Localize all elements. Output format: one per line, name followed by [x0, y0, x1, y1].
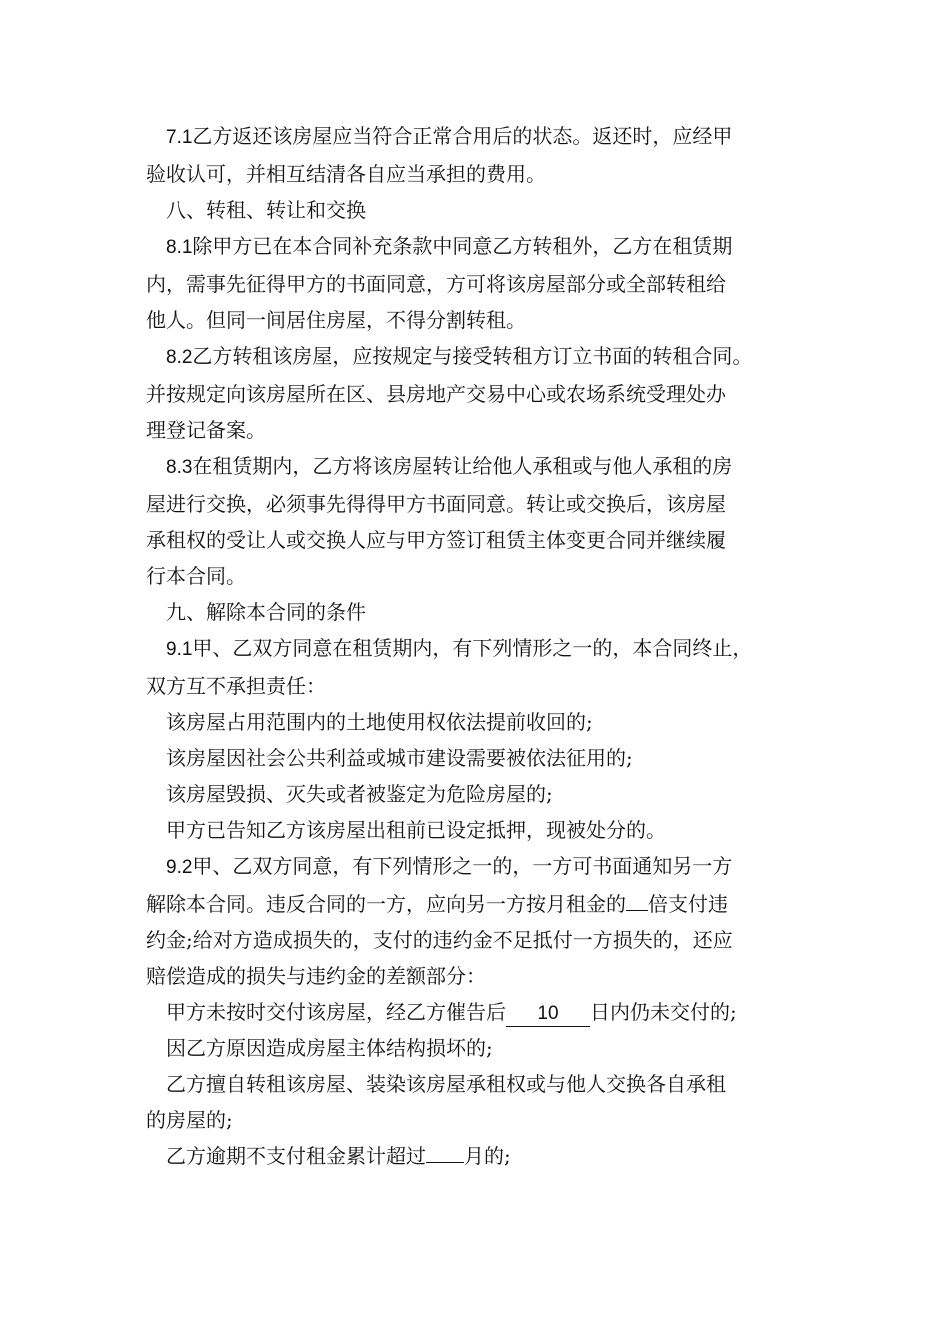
clause-text: 甲、乙双方同意在租赁期内，有下列情形之一的，本合同终止， [192, 636, 753, 660]
clause-text: 倍支付违 [648, 892, 728, 916]
list-item: 乙方擅自转租该房屋、装染该房屋承租权或与他人交换各自承租 [166, 1072, 726, 1096]
clause-8-2-cont: 并按规定向该房屋所在区、县房地产交易中心或农场系统受理处办 [146, 382, 726, 406]
fill-in-blank-days: 10 [506, 1002, 590, 1027]
clause-8-3 [146, 448, 816, 486]
clause-8-3-cont: 屋进行交换，必须事先得得甲方书面同意。转让或交换后，该房屋 [146, 492, 726, 516]
clause-number: 8.2 [166, 347, 193, 368]
clause-9-1 [146, 630, 816, 668]
clause-text: 甲、乙双方同意，有下列情形之一的，一方可书面通知另一方 [192, 854, 733, 878]
clause-text: 解除本合同。违反合同的一方，应向另一方按月租金的 [146, 892, 626, 916]
clause-number: 8.1 [166, 237, 193, 258]
clause-number: 7.1 [166, 127, 193, 148]
clause-8-2-cont: 理登记备案。 [146, 418, 266, 442]
section-heading-9: 九、解除本合同的条件 [166, 600, 366, 624]
clause-9-1-cont: 双方互不承担责任： [146, 674, 326, 698]
clause-9-2-cont: 约金;给对方造成损失的，支付的违约金不足抵付一方损失的，还应 [146, 928, 733, 952]
clause-9-2-cont [146, 886, 816, 922]
clause-text: 乙方逾期不支付租金累计超过 [166, 1144, 426, 1168]
clause-8-2 [146, 338, 816, 376]
clause-number: 8.3 [166, 457, 193, 478]
clause-text: 甲方未按时交付该房屋，经乙方催告后 [166, 1000, 506, 1024]
clause-8-1 [146, 228, 816, 266]
list-item: 因乙方原因造成房屋主体结构损坏的; [166, 1036, 493, 1060]
clause-8-3-cont: 承租权的受让人或交换人应与甲方签订租赁主体变更合同并继续履 [146, 528, 726, 552]
list-item: 该房屋占用范围内的土地使用权依法提前收回的; [166, 710, 593, 734]
clause-8-1-cont: 内，需事先征得甲方的书面同意，方可将该房屋部分或全部转租给 [146, 272, 726, 296]
clause-7-1-cont: 验收认可，并相互结清各自应当承担的费用。 [146, 162, 546, 186]
clause-number: 9.1 [166, 639, 193, 660]
list-item [146, 994, 816, 1030]
document-page [146, 118, 816, 1174]
clause-7-1 [146, 118, 816, 156]
clause-number: 9.2 [166, 857, 193, 878]
clause-8-3-cont: 行本合同。 [146, 564, 246, 588]
clause-9-2-cont: 赔偿造成的损失与违约金的差额部分： [146, 964, 486, 988]
list-item: 该房屋因社会公共利益或城市建设需要被依法征用的; [166, 746, 633, 770]
clause-9-2 [146, 848, 816, 886]
clause-8-1-cont: 他人。但同一间居住房屋，不得分割转租。 [146, 308, 526, 332]
clause-text: 乙方返还该房屋应当符合正常合用后的状态。返还时，应经甲 [192, 124, 733, 148]
clause-text: 在租赁期内，乙方将该房屋转让给他人承租或与他人承租的房 [192, 454, 733, 478]
section-heading-8: 八、转租、转让和交换 [166, 198, 366, 222]
list-item: 该房屋毁损、灭失或者被鉴定为危险房屋的; [166, 782, 553, 806]
list-item [146, 1138, 816, 1174]
clause-text: 月的; [464, 1144, 511, 1168]
clause-text: 乙方转租该房屋，应按规定与接受转租方订立书面的转租合同。 [192, 344, 753, 368]
fill-in-blank [626, 910, 648, 911]
fill-in-blank [426, 1162, 464, 1163]
clause-text: 除甲方已在本合同补充条款中同意乙方转租外，乙方在租赁期 [192, 234, 733, 258]
clause-text: 日内仍未交付的; [590, 1000, 737, 1024]
list-item: 甲方已告知乙方该房屋出租前已设定抵押，现被处分的。 [166, 818, 666, 842]
list-item-cont: 的房屋的; [146, 1108, 233, 1132]
